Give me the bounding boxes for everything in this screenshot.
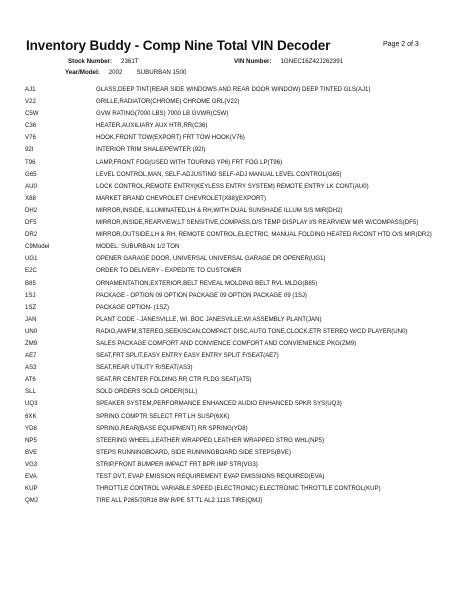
option-code: UN0 xyxy=(25,327,38,335)
option-description: GVW RATING(7000 LBS) 7000 LB GVWR(C5W) xyxy=(96,110,229,118)
option-code: YD8 xyxy=(25,424,37,432)
option-description: LEVEL CONTROL,MAN, SELF-ADJUSTING SELF-ADJ MANUAL LEVEL CONTROL(G65) xyxy=(96,170,342,178)
option-code: 6XK xyxy=(25,412,37,420)
option-code: AU0 xyxy=(25,182,37,190)
option-description: SEAT,FRT SPLIT,EASY ENTRY EASY ENTRY SPLIT F/SEAT(AE7) xyxy=(96,352,279,360)
list-item xyxy=(25,340,450,347)
option-description: SEAT,REAR UTILITY R/SEAT(AS3) xyxy=(96,364,193,372)
list-item xyxy=(25,352,450,359)
option-code: AT6 xyxy=(25,376,36,384)
list-item xyxy=(25,316,450,323)
option-code: B85 xyxy=(25,279,36,287)
list-item xyxy=(25,122,450,129)
list-item xyxy=(25,425,450,432)
option-description: MIRROR,OUTSIDE,LH & RH, REMOTE CONTROL,ELECTRIC, MANUAL FOLDING HEATED R/CONT HTD O/S MIR(DR2) xyxy=(96,231,432,239)
option-code: G65 xyxy=(25,170,37,178)
option-description: SPEAKER SYSTEM,PERFORMANCE ENHANCED AUDIO ENHANCED SPKR SYS(UQ3) xyxy=(96,400,342,408)
list-item xyxy=(25,255,450,262)
list-item xyxy=(25,364,450,371)
list-item xyxy=(25,134,450,141)
list-item xyxy=(25,98,450,105)
list-item xyxy=(25,231,450,238)
list-item xyxy=(25,292,450,299)
option-code: 1SJ xyxy=(25,291,36,299)
option-description: LAMP,FRONT FOG(USED WITH TOURING YP6) FRT FOG LP(T96) xyxy=(96,158,283,166)
page-title: Inventory Buddy - Comp Nine Total VIN Decoder xyxy=(26,38,331,53)
option-code: SLL xyxy=(25,388,36,396)
option-code: C5W xyxy=(25,110,39,118)
option-code: C36 xyxy=(25,122,37,130)
list-item xyxy=(25,207,450,214)
option-code: NP5 xyxy=(25,436,37,444)
option-description: INTERIOR TRIM SHALE/PEWTER (92I) xyxy=(96,146,206,154)
option-description: PACKAGE OPTION- (1SZ) xyxy=(96,303,170,311)
list-item xyxy=(25,159,450,166)
option-description: TIRE ALL P265/70R16 BW R/PE ST TL AL2 111S TIRE(QMJ) xyxy=(96,497,263,505)
option-code: AJ1 xyxy=(25,86,36,93)
vin-number-value: 1GNEC16Z42J262391 xyxy=(280,58,344,65)
list-item xyxy=(25,461,450,468)
stock-number-field xyxy=(68,58,139,65)
option-code: DH2 xyxy=(25,206,38,214)
option-description: MODEL: SUBURBAN 1/2 TON xyxy=(96,243,180,251)
option-description: STEERING WHEEL,LEATHER WRAPPED LEATHER WRAPPED STRG WHL(NP5) xyxy=(96,436,324,444)
option-code: DR2 xyxy=(25,231,38,239)
list-item xyxy=(25,497,450,504)
option-code: ZM9 xyxy=(25,339,38,347)
option-description: SOLD ORDERS SOLD ORDER(SLL) xyxy=(96,388,198,396)
list-item xyxy=(25,86,450,93)
option-description: ORNAMENTATION,EXTERIOR,BELT REVEAL MOLDING BELT RVL MLDG(B85) xyxy=(96,279,318,287)
option-code: EVA xyxy=(25,473,37,480)
stock-number-label: Stock Number: xyxy=(68,58,113,65)
option-code: KUP xyxy=(25,485,38,493)
option-code: E2C xyxy=(25,267,37,275)
list-item xyxy=(25,485,450,492)
option-code: 92I xyxy=(25,146,34,154)
vin-number-label: VIN Number: xyxy=(234,58,272,65)
option-code: AS3 xyxy=(25,364,37,372)
option-code: V76 xyxy=(25,134,36,142)
option-description: PACKAGE - OPTION 09 OPTION PACKAGE 09 OPTION PACKAGE 09 (1SJ) xyxy=(96,291,307,299)
option-code: C9Model xyxy=(25,243,50,251)
option-description: MARKET BRAND CHEVROLET CHEVROLET(X88)(EXPORT) xyxy=(96,194,266,202)
option-description: OPENER GARAGE DOOR, UNIVERSAL UNIVERSAL GARAGE DR OPENER(UG1) xyxy=(96,255,326,263)
option-code: UG1 xyxy=(25,255,38,263)
page-number: Page 2 of 3 xyxy=(383,41,419,48)
option-description: THROTTLE CONTROL VARIABLE SPEED (ELECTRONIC) ELECTRONIC THROTTLE CONTROL(KUP) xyxy=(96,485,381,493)
option-code: QMJ xyxy=(25,497,38,505)
option-code: X88 xyxy=(25,194,36,202)
list-item xyxy=(25,304,450,311)
list-item xyxy=(25,110,450,117)
option-description: TEST DVT, EVAP EMISSION REQUIREMENT EVAP EMISSIONS REQUIRED(EVA) xyxy=(96,473,325,480)
option-description: SALES PACKAGE COMFORT AND CONVIENCE COMFORT AND CONVIENIENCE PKG(ZM9) xyxy=(96,339,357,347)
list-item xyxy=(25,449,450,456)
option-description: MIRROR,INSIDE, ILLUMINATED,LH & RH,WITH DUAL SUNSHADE ILLUM S/S MIR(DH2) xyxy=(96,206,343,214)
option-description: ORDER TO DELIVERY - EXPEDITE TO CUSTOMER xyxy=(96,267,242,275)
list-item xyxy=(25,195,450,202)
year-value: 2002 xyxy=(108,69,123,76)
option-code: BVE xyxy=(25,448,38,456)
option-code: V22 xyxy=(25,98,36,106)
option-code: JAN xyxy=(25,315,37,323)
option-description: PLANT CODE - JANESVILLE, WI. BOC JANESVILLE,WI ASSEMBLY PLANT(JAN) xyxy=(96,315,322,323)
list-item xyxy=(25,267,450,274)
year-model-field xyxy=(65,69,186,76)
option-description: GRILLE,RADIATOR(CHROME) CHROME GRL(V22) xyxy=(96,98,240,106)
option-description: STEPS RUNNINGBOARD, SIDE RUNNINGBOARD SIDE STEPS(BVE) xyxy=(96,448,292,456)
option-code: 1SZ xyxy=(25,303,37,311)
list-item xyxy=(25,413,450,420)
option-code: UQ3 xyxy=(25,400,38,408)
vin-number-field xyxy=(234,58,343,65)
list-item xyxy=(25,219,450,226)
list-item xyxy=(25,171,450,178)
option-code: AE7 xyxy=(25,352,37,360)
list-item xyxy=(25,280,450,287)
list-item xyxy=(25,400,450,407)
model-value: SUBURBAN 1500 xyxy=(136,69,187,76)
list-item xyxy=(25,243,450,250)
option-description: RADIO,AM/FM,STEREO,SEEK/SCAN,COMPACT DISC,AUTO TONE,CLOCK,ETR STEREO W/CD PLAYER(UN0) xyxy=(96,327,408,335)
option-description: SEAT,RR CENTER FOLDING RR CTR FLDG SEAT(AT5) xyxy=(96,376,252,384)
option-code: DF5 xyxy=(25,219,37,227)
stock-number-value: 2361T xyxy=(121,58,139,65)
list-item xyxy=(25,388,450,395)
option-description: LOCK CONTROL,REMOTE ENTRY(KEYLESS ENTRY SYSTEM) REMOTE ENTRY LK CONT(AU0) xyxy=(96,182,369,190)
option-description: HOOK,FRONT TOW(EXPORT) FRT TOW HOOK(V76) xyxy=(96,134,245,142)
year-model-label: Year/Model: xyxy=(65,69,100,76)
option-description: STRIP,FRONT BUMPER IMPACT FRT BPR IMP STR(VG3) xyxy=(96,460,258,468)
option-code-list xyxy=(25,86,450,509)
option-description: SPRING,REAR(BASE EQUIPMENT) RR SPRING(YD8) xyxy=(96,424,248,432)
option-description: SPRING COMPTR SELECT FRT LH SUSP(6XK) xyxy=(96,412,230,420)
list-item xyxy=(25,328,450,335)
list-item xyxy=(25,473,450,480)
list-item xyxy=(25,376,450,383)
option-code: VG3 xyxy=(25,460,38,468)
list-item xyxy=(25,437,450,444)
option-description: MIRROR,INSIDE,REARVIEW,LT SENSITIVE,COMPASS,O/S TEMP DISPLAY I/S REARVIEW MIR W/COMPASS(DF5) xyxy=(96,219,419,227)
list-item xyxy=(25,183,450,190)
option-description: HEATER,AUXILIARY AUX HTR,RR(C36) xyxy=(96,122,208,130)
option-description: GLASS,DEEP TINT(REAR SIDE WINDOWS AND REAR DOOR WINDOW) DEEP TINTED GLS(AJ1) xyxy=(96,86,371,93)
option-code: T96 xyxy=(25,158,36,166)
list-item xyxy=(25,146,450,153)
